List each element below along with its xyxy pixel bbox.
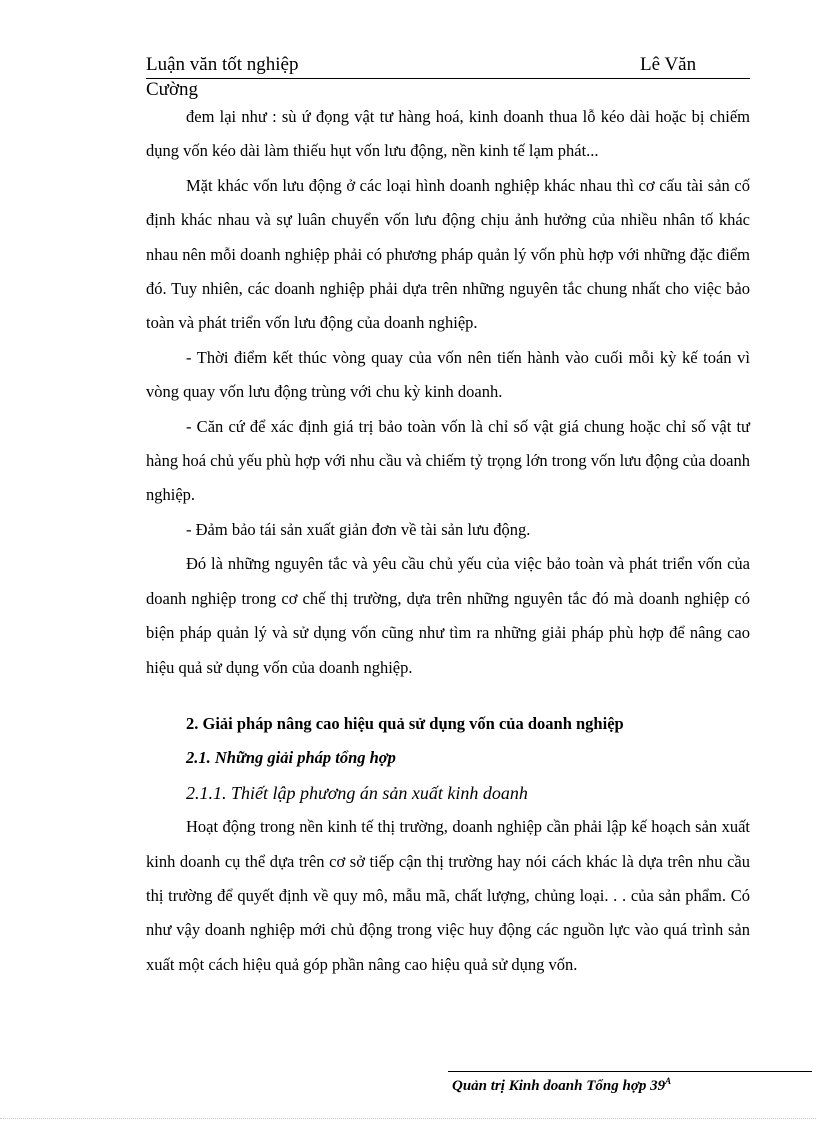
paragraph-5: - Đảm bảo tái sản xuất giản đơn về tài sản lưu động. <box>186 519 531 539</box>
paragraph-2: Mặt khác vốn lưu động ở các loại hình doanh nghiệp khác nhau thì cơ cấu tài sản cố định khác nhau và sự luân chuyển vốn lưu động chịu ảnh hưởng của nhiều nhân tố khác nhau nên mỗi doanh nghiệp phải có phương pháp quản lý vốn phù hợp với những đặc điểm đó. Tuy nhiên, các doanh nghiệp phải dựa trên những nguyên tắc chung nhất cho việc bảo toàn và phát triển vốn lưu động của doanh nghiệp. <box>146 175 750 333</box>
section-gap <box>146 685 750 707</box>
document-body <box>146 100 750 982</box>
header-title: Luận văn tốt nghiệp <box>146 54 299 75</box>
footer-rule <box>448 1071 812 1072</box>
paragraph-7: Hoạt động trong nền kinh tế thị trường, doanh nghiệp cần phải lập kế hoạch sản xuất kinh doanh cụ thể dựa trên cơ sở tiếp cận thị trường hay nói cách khác là dựa trên nhu cầu thị trường để quyết định về quy mô, mẫu mã, chất lượng, chủng loại. . . của sản phẩm. Có như vậy doanh nghiệp mới chủ động trong việc huy động các nguồn lực vào quá trình sản xuất một cách hiệu quả góp phần nâng cao hiệu quả sử dụng vốn. <box>146 817 750 974</box>
page-footer <box>452 1076 671 1095</box>
paragraph-1: đem lại như : sù ứ đọng vật tư hàng hoá, kinh doanh thua lỗ kéo dài hoặc bị chiếm dụng vốn kéo dài làm thiếu hụt vốn lưu động, nền kinh tế lạm phát... <box>146 107 750 161</box>
page-header <box>146 52 750 79</box>
paragraph-3: - Thời điểm kết thúc vòng quay của vốn nên tiến hành vào cuối mỗi kỳ kế toán vì vòng quay vốn lưu động trùng với chu kỳ kinh doanh. <box>146 347 750 402</box>
footer-text: Quản trị Kinh doanh Tổng hợp 39 <box>452 1078 666 1094</box>
paragraph-4: - Căn cứ để xác định giá trị bảo toàn vốn là chỉ số vật giá chung hoặc chỉ số vật tư hàng hoá chủ yếu phù hợp với nhu cầu và chiếm tỷ trọng lớn trong vốn lưu động của doanh nghiệp. <box>146 416 750 505</box>
subsubsection-heading: 2.1.1. Thiết lập phương án sản xuất kinh doanh <box>186 782 528 803</box>
subsection-heading: 2.1. Những giải pháp tổng hợp <box>186 748 396 768</box>
header-author: Lê Văn <box>640 54 697 75</box>
page-edge <box>0 1118 816 1120</box>
header-author-wrap: Cường <box>146 79 199 100</box>
paragraph-6: Đó là những nguyên tắc và yêu cầu chủ yếu của việc bảo toàn và phát triển vốn của doanh nghiệp trong cơ chế thị trường, dựa trên những nguyên tắc đó mà doanh nghiệp có biện pháp quản lý và sử dụng vốn cũng như tìm ra những giải pháp phù hợp để nâng cao hiệu quả sử dụng vốn của doanh nghiệp. <box>146 554 750 677</box>
footer-superscript: A <box>665 1076 672 1086</box>
section-heading: 2. Giải pháp nâng cao hiệu quả sử dụng vốn của doanh nghiệp <box>186 713 624 733</box>
